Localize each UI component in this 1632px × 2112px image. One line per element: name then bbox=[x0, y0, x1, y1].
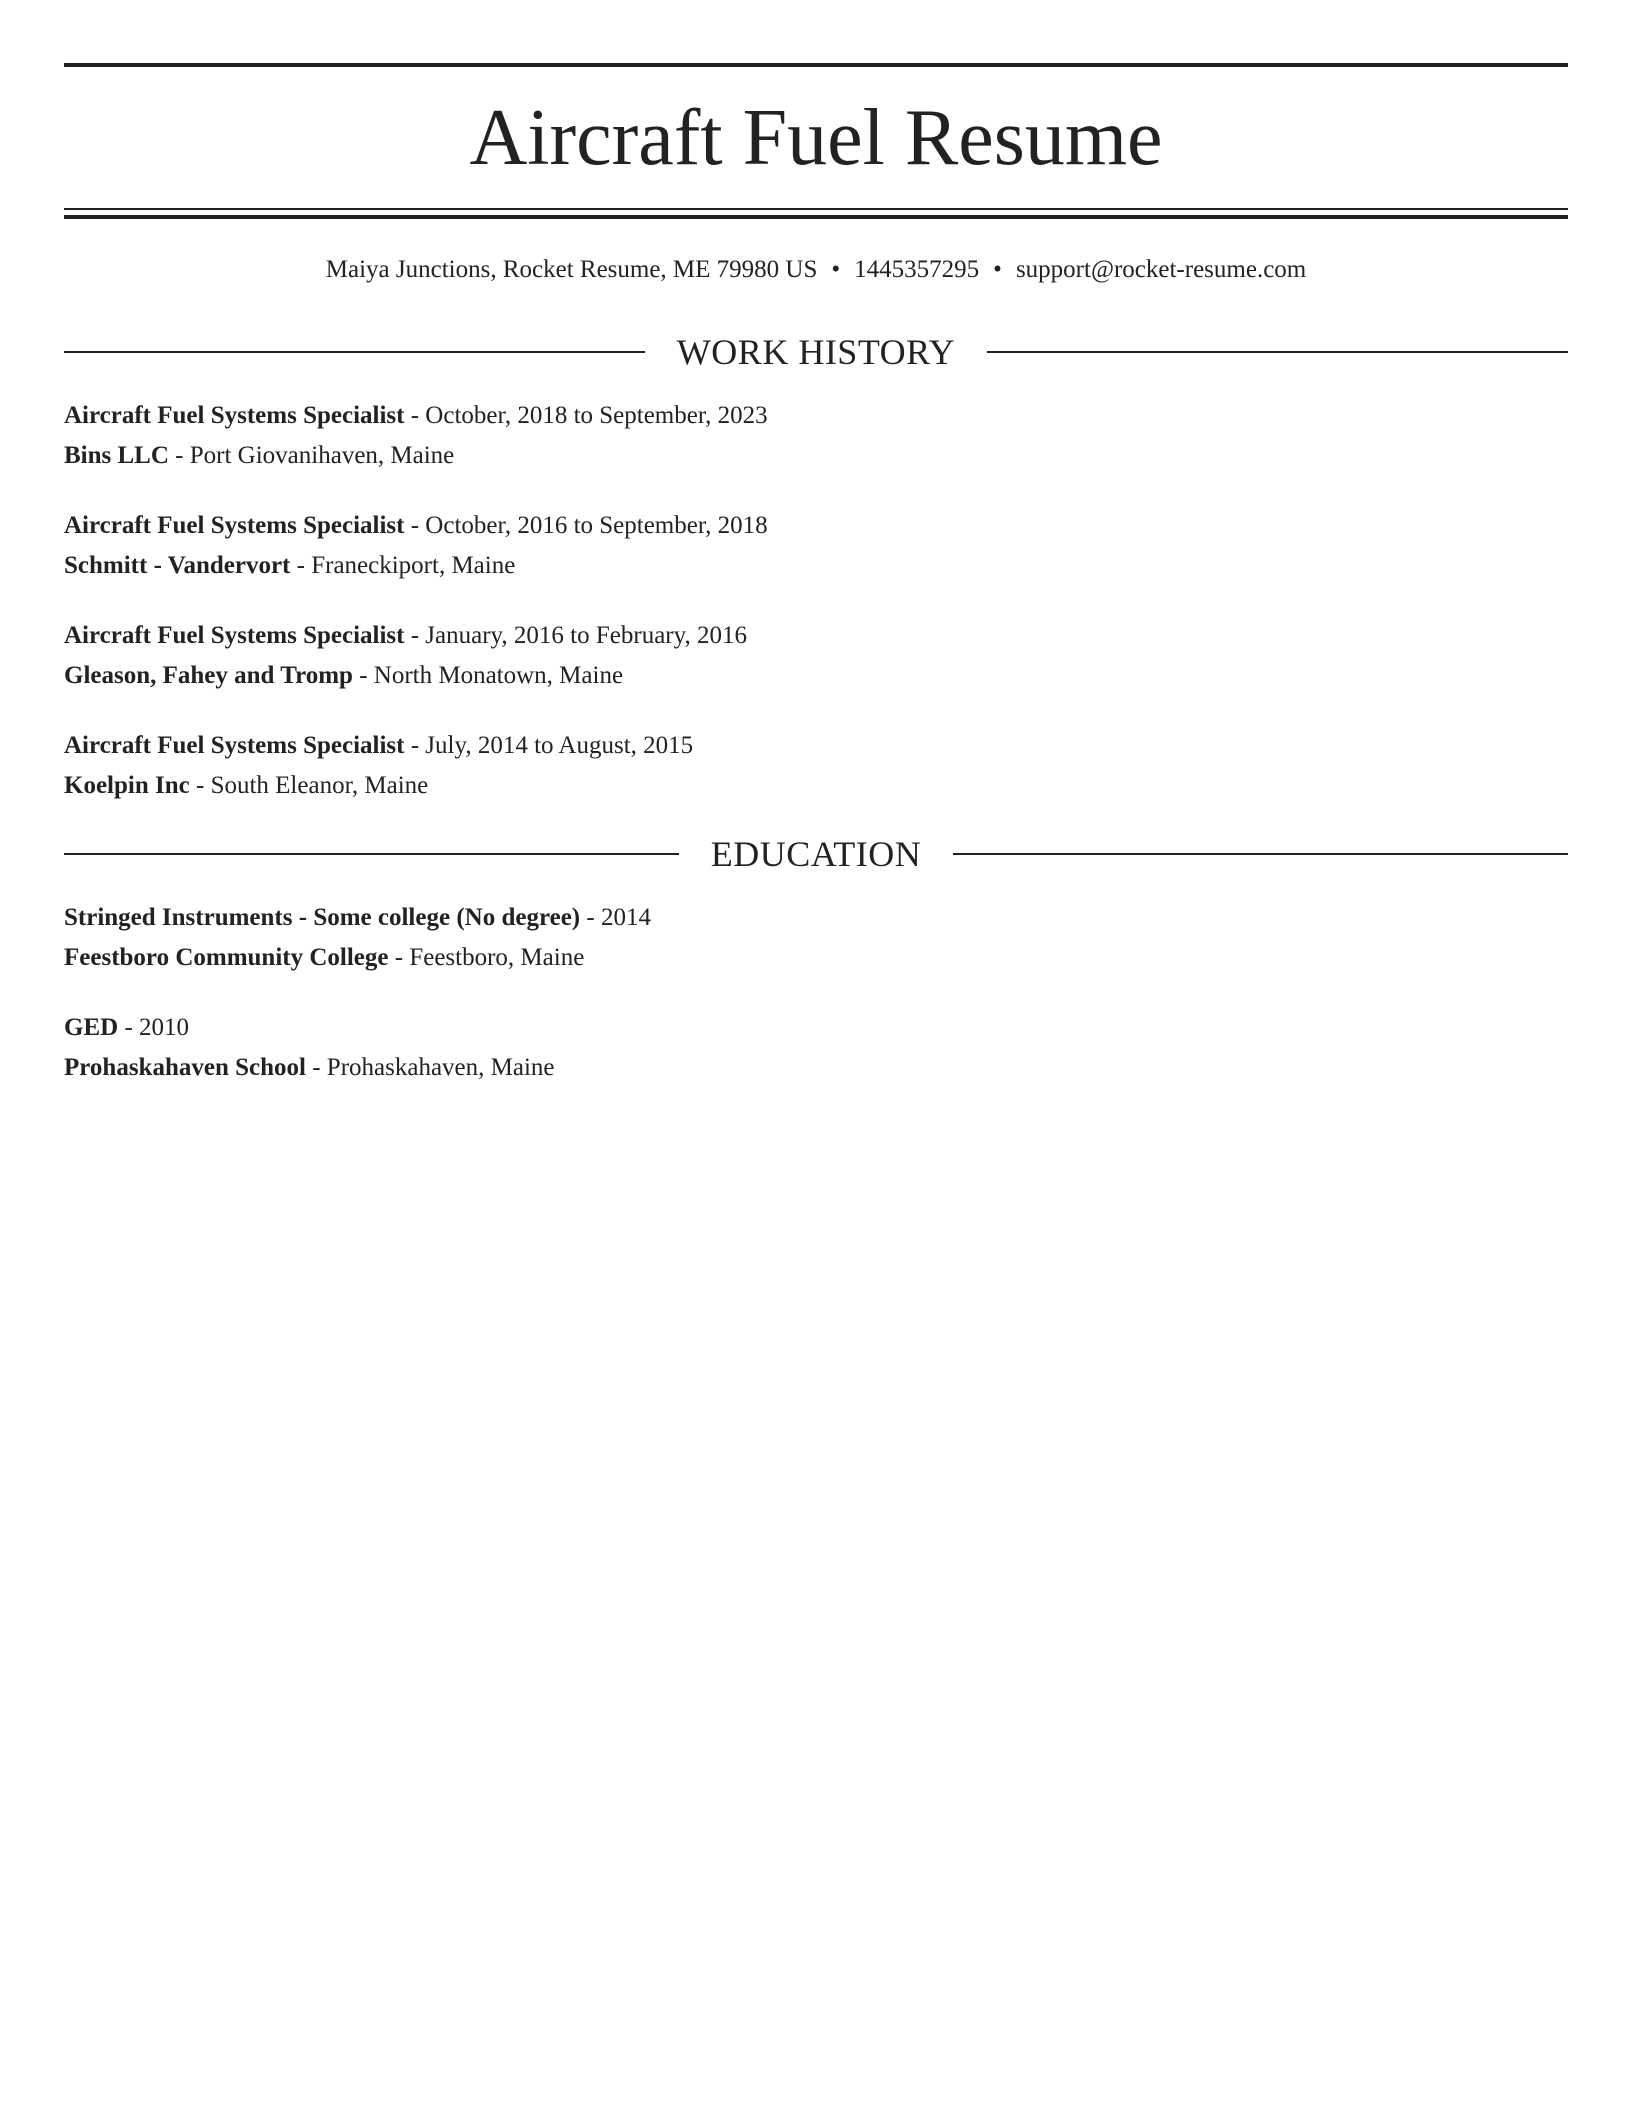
resume-title: Aircraft Fuel Resume bbox=[469, 94, 1163, 182]
contact-separator: • bbox=[993, 256, 1002, 283]
employer-location: South Eleanor, Maine bbox=[210, 772, 429, 799]
work-history-heading-label: WORK HISTORY bbox=[676, 332, 956, 372]
contact-phone: 1445357295 bbox=[854, 256, 980, 283]
education-heading-label: EDUCATION bbox=[710, 834, 922, 874]
school-name: Feestboro Community College bbox=[64, 944, 389, 971]
degree-year: 2010 bbox=[139, 1014, 190, 1041]
job-dates: July, 2014 to August, 2015 bbox=[425, 732, 694, 759]
heading-rule-left bbox=[64, 351, 645, 353]
degree-name: Stringed Instruments - Some college (No degree) bbox=[64, 904, 581, 931]
contact-address: Maiya Junctions, Rocket Resume, ME 79980 US bbox=[325, 256, 818, 283]
employer-location: Franeckiport, Maine bbox=[311, 552, 516, 579]
education-heading bbox=[64, 832, 1568, 876]
school-location: Prohaskahaven, Maine bbox=[326, 1054, 555, 1081]
job-title: Aircraft Fuel Systems Specialist bbox=[64, 402, 405, 429]
job-dates: January, 2016 to February, 2016 bbox=[425, 622, 747, 649]
work-entry: Aircraft Fuel Systems Specialist - January, 2016 to February, 2016 Gleason, Fahey and Tromp - North Monatown, Maine bbox=[64, 622, 747, 689]
contact-line bbox=[64, 252, 1568, 288]
top-rule bbox=[64, 63, 1568, 67]
degree-name: GED bbox=[64, 1014, 119, 1041]
employer-name: Koelpin Inc bbox=[64, 772, 190, 799]
job-title: Aircraft Fuel Systems Specialist bbox=[64, 512, 405, 539]
heading-rule-right bbox=[953, 853, 1568, 855]
title-double-rule-thick bbox=[64, 215, 1568, 219]
work-entry: Aircraft Fuel Systems Specialist - October, 2016 to September, 2018 Schmitt - Vandervort - Franeckiport, Maine bbox=[64, 512, 768, 579]
heading-rule-left bbox=[64, 853, 679, 855]
school-name: Prohaskahaven School bbox=[64, 1054, 306, 1081]
work-entry: Aircraft Fuel Systems Specialist - October, 2018 to September, 2023 Bins LLC - Port Giovanihaven, Maine bbox=[64, 402, 768, 469]
employer-name: Schmitt - Vandervort bbox=[64, 552, 291, 579]
job-title: Aircraft Fuel Systems Specialist bbox=[64, 622, 405, 649]
education-entry: GED - 2010 Prohaskahaven School - Prohaskahaven, Maine bbox=[64, 1014, 555, 1081]
job-dates: October, 2018 to September, 2023 bbox=[425, 402, 768, 429]
school-location: Feestboro, Maine bbox=[409, 944, 585, 971]
job-dates: October, 2016 to September, 2018 bbox=[425, 512, 768, 539]
employer-location: North Monatown, Maine bbox=[373, 662, 624, 689]
employer-name: Bins LLC bbox=[64, 442, 169, 469]
employer-location: Port Giovanihaven, Maine bbox=[189, 442, 455, 469]
work-entry: Aircraft Fuel Systems Specialist - July, 2014 to August, 2015 Koelpin Inc - South Eleanor, Maine bbox=[64, 732, 694, 799]
contact-separator: • bbox=[831, 256, 841, 283]
contact-email: support@rocket-resume.com bbox=[1015, 256, 1307, 283]
title-double-rule-thin bbox=[64, 208, 1568, 210]
job-title: Aircraft Fuel Systems Specialist bbox=[64, 732, 405, 759]
heading-rule-right bbox=[987, 351, 1568, 353]
work-history-heading bbox=[64, 330, 1568, 374]
education-entry: Stringed Instruments - Some college (No degree) - 2014 Feestboro Community College - Feestboro, Maine bbox=[64, 904, 651, 971]
degree-year: 2014 bbox=[600, 904, 651, 931]
employer-name: Gleason, Fahey and Tromp bbox=[64, 662, 353, 689]
